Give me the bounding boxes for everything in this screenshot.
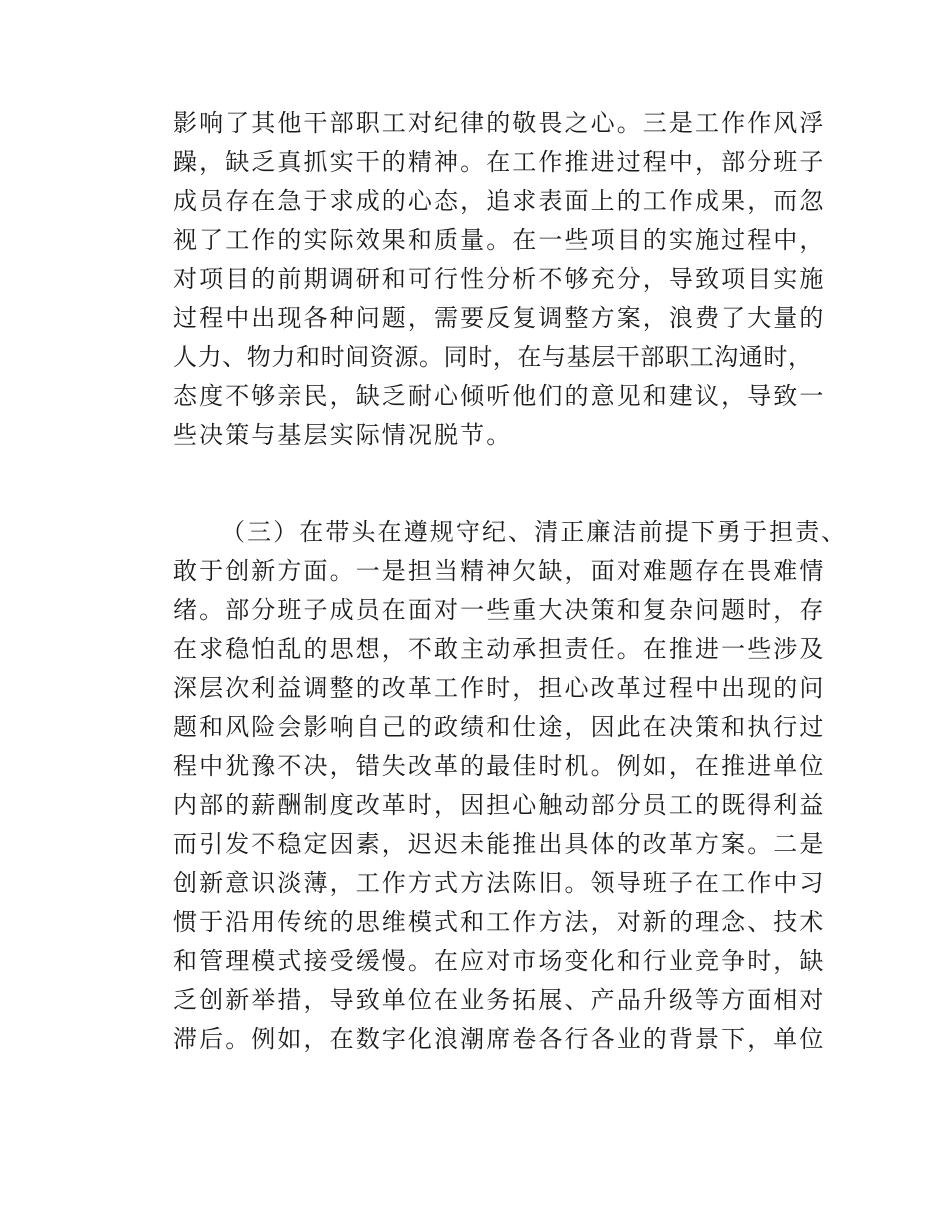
text-line: 在求稳怕乱的思想，不敢主动承担责任。在推进一些涉及 (173, 635, 826, 663)
paragraph-work-style (173, 104, 826, 455)
text-line: 态度不够亲民，缺乏耐心倾听他们的意见和建议，导致一 (173, 382, 826, 410)
text-line: 和管理模式接受缓慢。在应对市场变化和行业竞争时，缺 (173, 947, 826, 975)
text-line: 而引发不稳定因素，迟迟未能推出具体的改革方案。二是 (173, 830, 826, 858)
text-line: 些决策与基层实际情况脱节。 (173, 421, 513, 449)
text-line: 程中犹豫不决，错失改革的最佳时机。例如，在推进单位 (173, 752, 826, 780)
paragraph-section-three (173, 513, 848, 1059)
text-line: 对项目的前期调研和可行性分析不够充分，导致项目实施 (173, 265, 826, 293)
text-line: 人力、物力和时间资源。同时，在与基层干部职工沟通时， (173, 343, 813, 371)
text-line: 惯于沿用传统的思维模式和工作方法，对新的理念、技术 (173, 908, 826, 936)
text-line: 躁，缺乏真抓实干的精神。在工作推进过程中，部分班子 (173, 148, 826, 176)
text-line: 内部的薪酬制度改革时，因担心触动部分员工的既得利益 (173, 791, 826, 819)
text-line: 敢于创新方面。一是担当精神欠缺，面对难题存在畏难情 (173, 557, 826, 585)
text-line: 题和风险会影响自己的政绩和仕途，因此在决策和执行过 (173, 713, 826, 741)
text-line: 成员存在急于求成的心态，追求表面上的工作成果，而忽 (173, 187, 826, 215)
text-line: 滞后。例如，在数字化浪潮席卷各行各业的背景下，单位 (173, 1025, 826, 1053)
text-line: 乏创新举措，导致单位在业务拓展、产品升级等方面相对 (173, 986, 826, 1014)
section-heading-line: （三）在带头在遵规守纪、清正廉洁前提下勇于担责、 (221, 518, 848, 546)
text-line: 绪。部分班子成员在面对一些重大决策和复杂问题时，存 (173, 596, 826, 624)
text-line: 创新意识淡薄，工作方式方法陈旧。领导班子在工作中习 (173, 869, 826, 897)
text-line: 深层次利益调整的改革工作时，担心改革过程中出现的问 (173, 674, 826, 702)
text-line: 影响了其他干部职工对纪律的敬畏之心。三是工作作风浮 (173, 109, 826, 137)
text-line: 视了工作的实际效果和质量。在一些项目的实施过程中， (173, 226, 826, 254)
text-line: 过程中出现各种问题，需要反复调整方案，浪费了大量的 (173, 304, 826, 332)
